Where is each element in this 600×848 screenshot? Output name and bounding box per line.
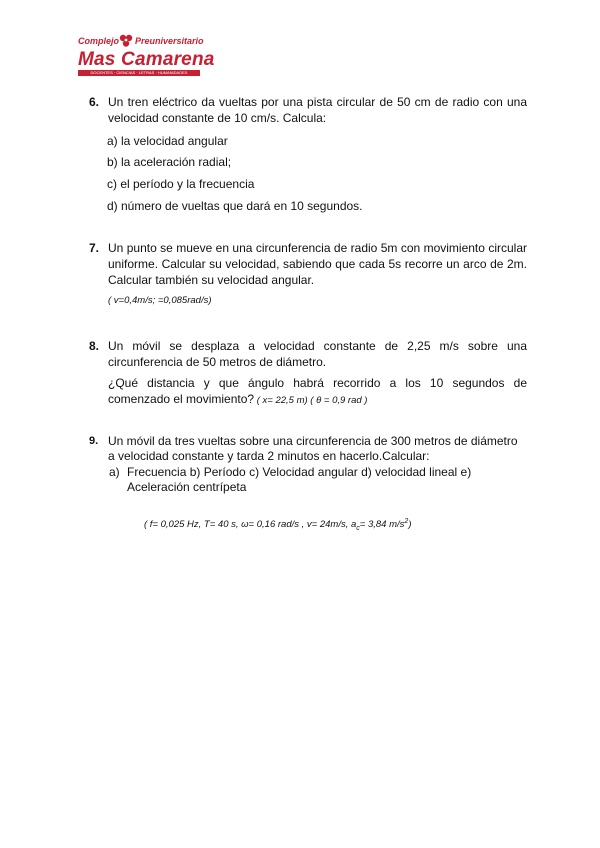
q6-option-a: a) la velocidad angular <box>107 134 228 148</box>
logo-top-line <box>78 36 204 46</box>
question-text: Un tren eléctrico da vueltas por una pista circular de 50 cm de radio con una velocidad constante de 10 cm/s. Calcula: <box>108 95 527 125</box>
institution-logo <box>78 36 215 80</box>
question-text: Un punto se mueve en una circunferencia de radio 5m con movimiento circular uniforme. Calcular su velocidad, sabiendo que cada 5s recorre un arco de 2m. Calcular también su velocidad angular. <box>108 241 527 287</box>
q9-item-text: Frecuencia b) Período c) Velocidad angular d) velocidad lineal e) Aceleración centrípeta <box>127 465 472 494</box>
question-number: 7. <box>89 241 100 255</box>
q9-item-label: a) <box>109 465 120 479</box>
q7-answer: ( v=0,4m/s; =0,085rad/s) <box>108 295 212 306</box>
question-text: Un móvil da tres vueltas sobre una circunferencia de 300 metros de diámetro a velocidad constante y tarda 2 minutos en hacerlo.Calcular: <box>108 434 518 463</box>
logo-line1-left: Complejo <box>78 36 120 46</box>
question-8 <box>89 338 527 409</box>
question-text-2: ¿Qué distancia y que ángulo habrá recorrido a los 10 segundos de comenzado el movimiento? <box>108 376 527 406</box>
logo-emblem-icon <box>118 33 134 49</box>
question-7 <box>89 240 527 288</box>
logo-tagline: DOCENTES · CIENCIAS · LETRAS · HUMANIDADES <box>78 70 200 76</box>
q9-answer-main: ( f= 0,025 Hz, T= 40 s, ω= 0,16 rad/s , v= 24m/s, a <box>144 519 357 531</box>
q9-answer-sub: c <box>356 525 360 533</box>
q9-answer-sup: 2 <box>404 518 409 525</box>
q9-answer-end: ) <box>408 519 412 531</box>
question-number: 8. <box>89 339 100 353</box>
logo-brand: Mas Camarena <box>78 49 215 70</box>
question-number: 6. <box>89 95 100 109</box>
q6-option-c: c) el período y la frecuencia <box>107 177 255 191</box>
q6-option-d: d) número de vueltas que dará en 10 segundos. <box>107 199 363 213</box>
q9-answer <box>144 518 411 532</box>
q9-item-a <box>109 465 517 495</box>
q9-answer-mid: = 3,84 m/s <box>359 519 405 531</box>
question-text: Un móvil se desplaza a velocidad constante de 2,25 m/s sobre una circunferencia de 50 metros de diámetro. <box>108 339 527 369</box>
q8-answer: ( x= 22,5 m) ( θ = 0,9 rad ) <box>254 395 368 406</box>
question-9 <box>89 434 527 464</box>
q6-option-b: b) la aceleración radial; <box>107 155 232 169</box>
logo-line1-right: Preuniversitario <box>135 36 204 46</box>
question-6 <box>89 94 527 126</box>
question-number: 9. <box>89 435 99 447</box>
